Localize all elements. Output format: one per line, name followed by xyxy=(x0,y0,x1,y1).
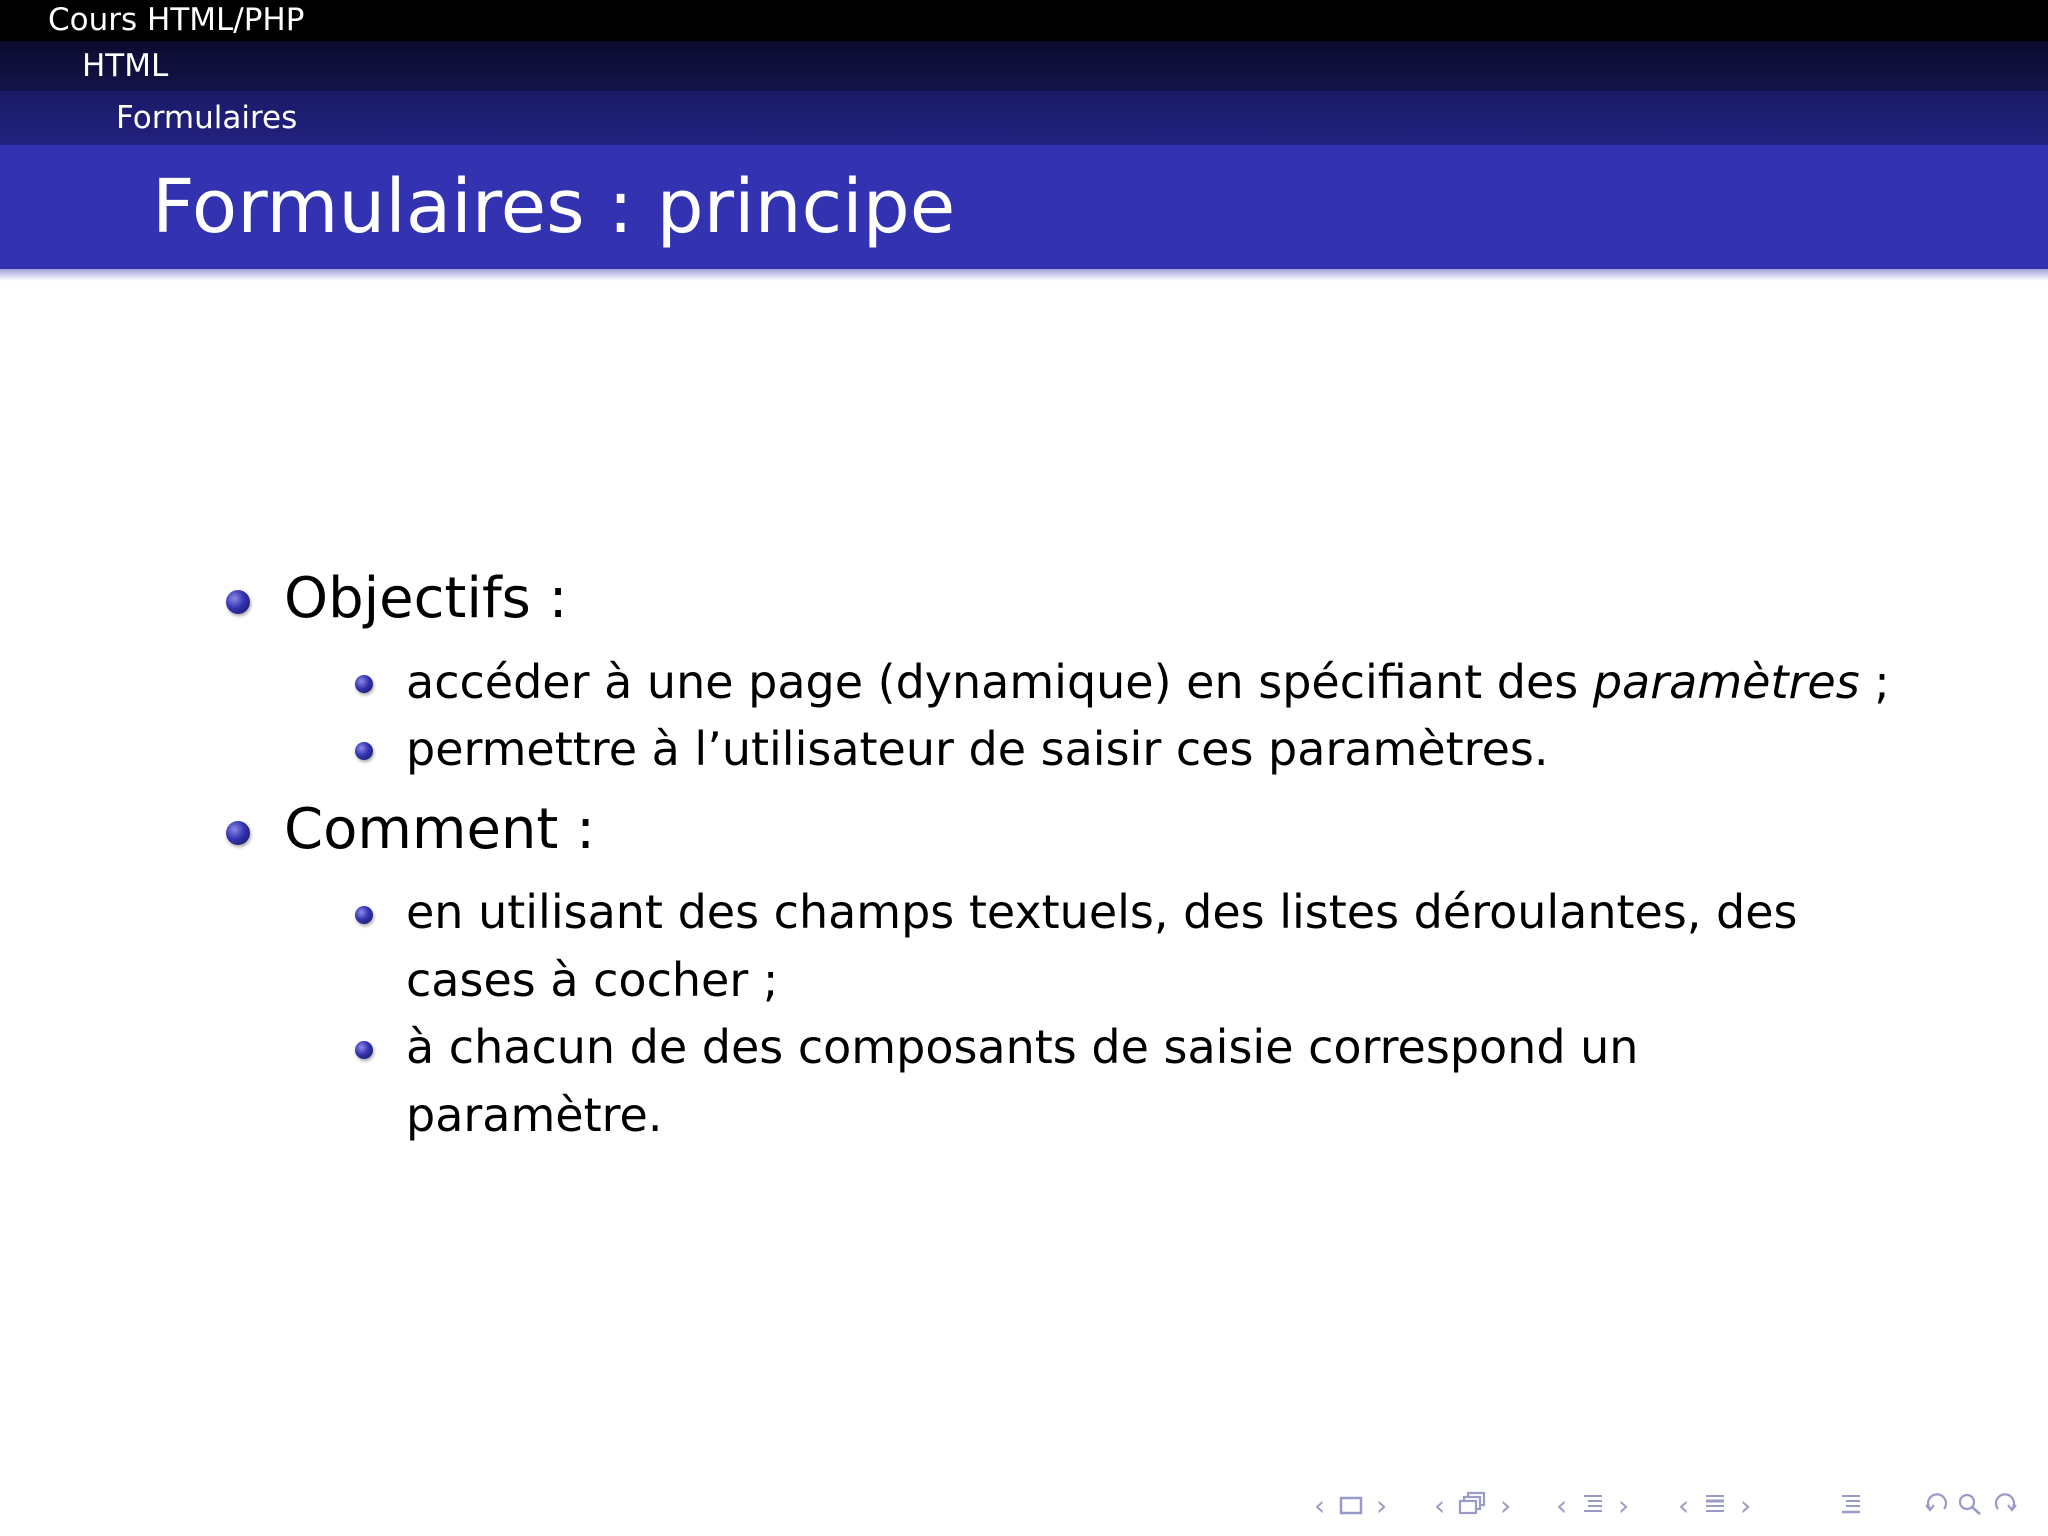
arrow-right-icon[interactable]: › xyxy=(1740,1489,1752,1522)
arrow-right-icon[interactable]: › xyxy=(1376,1489,1388,1522)
undo-icon[interactable] xyxy=(1922,1490,1952,1526)
arrow-left-icon[interactable]: ‹ xyxy=(1678,1489,1690,1522)
arrow-right-icon[interactable]: › xyxy=(1500,1489,1512,1522)
item-objectifs-1-text: accéder à une page (dynamique) en spécifiant des xyxy=(406,655,1593,709)
menu-icon[interactable] xyxy=(1838,1490,1864,1526)
redo-icon[interactable] xyxy=(1990,1490,2020,1526)
header-course[interactable] xyxy=(0,0,2048,41)
item-comment-2-line2: paramètre. xyxy=(406,1088,663,1142)
sub-bullet-icon xyxy=(355,906,373,924)
title-shadow xyxy=(0,269,2048,281)
search-icon[interactable] xyxy=(1956,1490,1984,1526)
arrow-left-icon[interactable]: ‹ xyxy=(1314,1489,1326,1522)
arrow-right-icon[interactable]: › xyxy=(1618,1489,1630,1522)
item-objectifs-2: permettre à l’utilisateur de saisir ces paramètres. xyxy=(406,722,1549,776)
subsection-icon[interactable] xyxy=(1702,1490,1728,1526)
arrow-left-icon[interactable]: ‹ xyxy=(1556,1489,1568,1522)
sub-bullet-icon xyxy=(355,1041,373,1059)
navigation-bar xyxy=(1310,1488,2030,1524)
header-course-label[interactable]: Cours HTML/PHP xyxy=(48,2,305,38)
item-comment-1-line2: cases à cocher ; xyxy=(406,953,779,1007)
header-section[interactable] xyxy=(0,41,2048,91)
section-icon[interactable] xyxy=(1580,1490,1606,1526)
item-objectifs-1-end: ; xyxy=(1859,655,1890,709)
header-section-label[interactable]: HTML xyxy=(82,48,169,84)
slide-title: Formulaires : principe xyxy=(152,164,956,250)
stack-icon[interactable] xyxy=(1458,1490,1488,1526)
header-subsection[interactable] xyxy=(0,91,2048,145)
sub-bullet-icon xyxy=(355,742,373,760)
item-comment-label: Comment : xyxy=(284,797,596,862)
frame-icon[interactable] xyxy=(1338,1490,1364,1526)
header-subsection-label[interactable]: Formulaires xyxy=(116,100,298,136)
item-comment-1-line1: en utilisant des champs textuels, des listes déroulantes, des xyxy=(406,885,1798,939)
item-objectifs-1-emphasis: paramètres xyxy=(1592,655,1860,709)
bullet-icon xyxy=(226,821,250,845)
sub-bullet-icon xyxy=(355,675,373,693)
item-comment-2-line1: à chacun de des composants de saisie correspond un xyxy=(406,1020,1639,1074)
title-bar xyxy=(0,145,2048,269)
item-objectifs-label: Objectifs : xyxy=(284,566,568,631)
arrow-left-icon[interactable]: ‹ xyxy=(1434,1489,1446,1522)
bullet-icon xyxy=(226,590,250,614)
item-objectifs-1 xyxy=(406,648,1890,716)
